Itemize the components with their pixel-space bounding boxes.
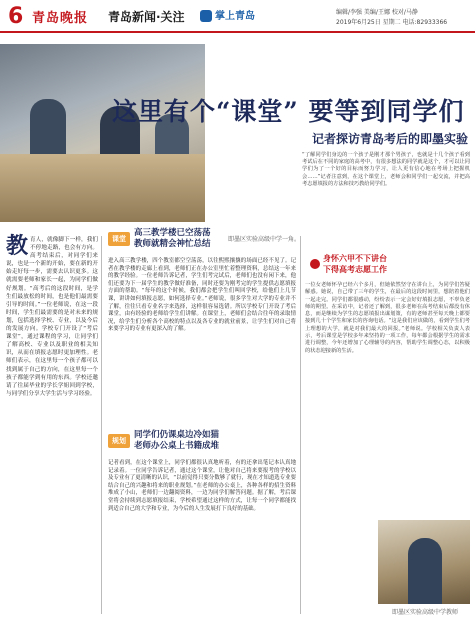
desk-area (0, 154, 205, 222)
section-heading (134, 430, 219, 452)
photo-caption: 即墨区实验高级中学一角。 (228, 236, 301, 243)
section-body: 进入高三教学楼，四个教室都空空荡荡，以往熙熙攘攘的场面已经不见了。记者在教学楼的走廊上看到，老师们正在办公室里忙着整理资料，总结这一年来的教学经验。一位老师告诉记者，学生们考完试后，老师们也没有闲下来，他们还要为下一届学生的教学做好准备，同时还要为刚考完的学生提供志愿填报方面的帮助。“每年的这个时候，我们都会把学生们叫回学校，给他们上几节课，讲讲如何填报志愿，如何选择专业。”老师说，很多学生对大学的专业并不了解，往往只看专业名字来选择，这样很容易选错。所以学校专门开设了考后课堂，由有经验的老师给学生们讲解。在课堂上，老师们会结合往年的录取情况，给学生们分析各个高校的特点以及各专业的就业前景，让学生们对自己将来要学习的专业有更深入的了解。 (108, 258, 296, 333)
column-divider (101, 236, 102, 614)
article-title: 这里有个“课堂” 要等到同学们 (112, 97, 465, 126)
classroom-photo (0, 44, 205, 222)
heading-line: 高三教学楼已空荡荡 (134, 228, 211, 238)
article-subtitle: 记者探访青岛考后的即墨实验 (312, 132, 469, 146)
date-line: 2019年6月25日 星期二 电话:82933366 (336, 19, 448, 26)
teacher-figure (408, 538, 442, 604)
section-heading (134, 228, 211, 250)
heading-line: 老师办公桌上书籍成堆 (134, 441, 220, 451)
newspaper-name: 青岛晚报 (32, 11, 89, 26)
section-body: 记者看到，在这个课堂上，同学们都很认真地听着，有的还拿出笔记本认真地记录着。一位同学告诉记者，通过这个课堂，让他对自己将来要报考的学校以及专业有了更清晰的认识，“以前觉得只要分数够了就行，现在才知道选专业要结合自己的兴趣和将来的职业规划。”在老师的办公桌上，各种各样的招生资料堆成了小山，老师们一边翻阅资料，一边为同学们解答问题。据了解，考后课堂将会持续到志愿填报结束，学校希望通过这样的方式，让每一个同学都能找到适合自己的大学和专业，为今后的人生发展打下良好的基础。 (108, 460, 296, 512)
app-icon (200, 10, 212, 22)
drop-cap: 教 (6, 233, 29, 259)
bullet-icon (310, 259, 320, 269)
lead-column (6, 233, 98, 398)
header-divider (0, 31, 475, 33)
photo-caption: 即墨区实验高级中学教师 (392, 609, 459, 616)
lead-text: 育人，就像脚下一样，我们不停地走路，也会有方向。高考结束后，对同学们来说，也是一个新的开始，要在新的开始走好每一步，需要去认识更多。这就需要老师和家长一起，为同学们做好规划。“高考后的这段时间，是学生们最放松的时间，也是他们最需要引导的时间。”一位老师说，在这一段时间，学生们最需要的是对未来的规划，包括选择学校、专业，以及今后的发展方向。学校专门开设了“考后课堂”，通过课程的学习，让同学们了解高校、专业以及职业的相关知识，从而在填报志愿时更加理性。老师们表示，在这里每一个孩子都可以找到属于自己的方向，在这里每一个孩子都能学到有用的东西。学校还邀请了往届毕业的学长学姐回到学校，与同学们分享大学生活与学习经验。 (6, 237, 98, 397)
section-tag: 规划 (108, 434, 130, 448)
app-logo (200, 7, 260, 23)
column-divider (300, 236, 301, 614)
intro-paragraph: “了解同学们身边的一个孩子是刚才那个男孩子，也就是十几个孩子看到考试后在不同的家庭的高考中，有很多想法的同学就是这个，才可以让同学们为了一个好的目标而努力学习，让人更有信心地在考场上把握机会……”记者注意到，在这个课堂上，老师会和同学们一起交流，并把高考志愿填报的方法和技巧教给同学们。 (302, 152, 470, 187)
section-name: 青岛新闻·关注 (108, 10, 185, 24)
teacher-photo (378, 520, 470, 604)
sidebar-body: 一位女老师怀孕已经六个多月，但她依然坚守在讲台上，为同学们答疑解惑。她说，自己带了三年的学生，在最后的这段时间里，想陪着他们一起走完。同学们都很感动，纷纷表示一定会好好填报志愿，不辜负老师的期望。在采访中，记者还了解到，很多老师在高考结束后都没有休息，而是继续为学生的志愿填报出谋划策，有的老师甚至每天晚上都要接到几十个学生和家长的咨询电话。“这是我们应该做的，看到学生们考上理想的大学，就是对我们最大的回报。”老师说。学校相关负责人表示，考后课堂是学校多年来坚持的一项工作，每年都会根据学生的需求进行调整，今年还增加了心理辅导的内容，帮助学生调整心态，以积极的状态迎接新的生活。 (305, 282, 470, 354)
sidebar-heading: 身怀六甲不下讲台 (323, 254, 387, 263)
editor-line: 编辑/李强 美编/王娜 校对/马静 (336, 9, 418, 16)
sidebar-heading: 下得高考志愿工作 (323, 265, 387, 274)
page-number: 6 (8, 4, 24, 29)
heading-line: 教师就精会神忙总结 (134, 239, 211, 249)
heading-line: 同学们仍课桌边冷如猫 (134, 430, 220, 440)
section-tag: 课堂 (108, 232, 130, 246)
app-name: 掌上青岛 (215, 11, 255, 22)
